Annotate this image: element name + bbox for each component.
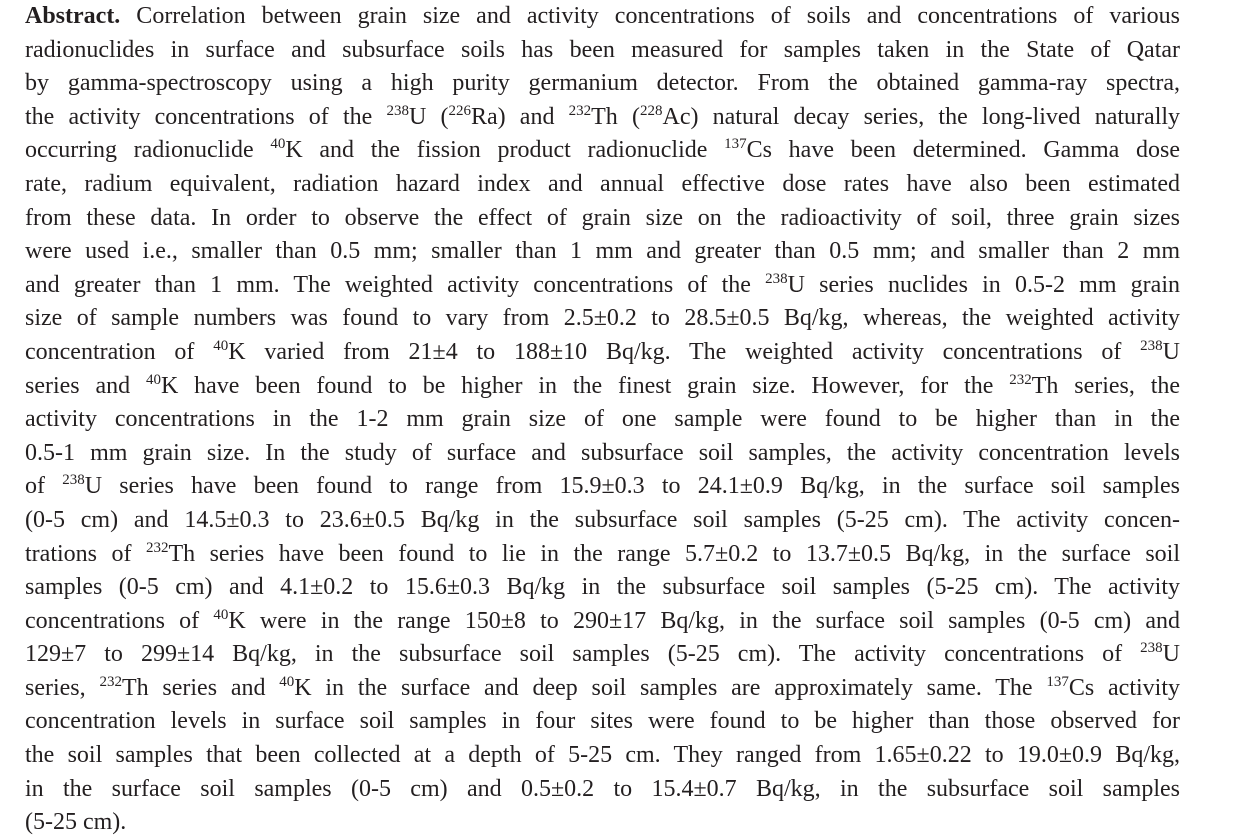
isotope-mass-superscript: 40 xyxy=(279,673,295,690)
text-line xyxy=(25,672,1180,706)
isotope-mass-superscript: 228 xyxy=(639,102,663,119)
abstract-heading: Abstract. xyxy=(25,3,121,29)
text-segment: were used i.e., smaller than 0.5 mm; smaller than 1 mm and greater than 0.5 mm; and smaller than 2 mm xyxy=(25,238,1180,265)
isotope-mass-superscript: 238 xyxy=(1140,337,1163,354)
text-segment: K have been found to be higher in the finest grain size. However, for the xyxy=(160,372,1010,399)
text-line xyxy=(25,336,1180,370)
text-segment: (5-25 cm). xyxy=(25,809,127,836)
text-segment: Ra) and xyxy=(470,103,569,130)
isotope-mass-superscript: 137 xyxy=(724,136,747,153)
isotope-mass-superscript: 238 xyxy=(62,472,85,489)
text-segment: 129±7 to 299±14 Bq/kg, in the subsurface soil samples (5-25 cm). The activity concentrations of xyxy=(25,641,1141,668)
text-line xyxy=(25,806,1180,840)
isotope-mass-superscript: 40 xyxy=(213,606,229,623)
text-segment: Th series, the xyxy=(1031,372,1181,399)
text-segment: samples (0-5 cm) and 4.1±0.2 to 15.6±0.3 Bq/kg in the subsurface soil samples (5-25 cm). The activity xyxy=(25,574,1180,601)
text-segment: concentration of xyxy=(25,338,214,365)
isotope-mass-superscript: 226 xyxy=(448,102,471,119)
isotope-mass-superscript: 232 xyxy=(1009,371,1032,388)
text-line xyxy=(25,168,1180,202)
isotope-mass-superscript: 40 xyxy=(213,337,229,354)
text-segment: size of sample numbers was found to vary from 2.5±0.2 to 28.5±0.5 Bq/kg, whereas, the weighted activity xyxy=(25,305,1180,332)
text-line xyxy=(25,269,1180,303)
text-line xyxy=(25,773,1180,807)
text-segment: Ac) natural decay series, the long-lived naturally xyxy=(662,103,1181,130)
text-line xyxy=(25,235,1180,269)
isotope-mass-superscript: 40 xyxy=(145,371,161,388)
text-segment: series and xyxy=(25,372,146,399)
text-line xyxy=(25,34,1180,68)
text-line xyxy=(25,302,1180,336)
text-segment: trations of xyxy=(25,540,146,567)
text-line xyxy=(25,101,1180,135)
text-segment: K in the surface and deep soil samples are approximately same. The xyxy=(294,674,1047,701)
text-line xyxy=(25,370,1180,404)
text-segment: in the surface soil samples (0-5 cm) and 0.5±0.2 to 15.4±0.7 Bq/kg, in the subsurface soil samples xyxy=(25,775,1180,802)
text-segment: Cs have been determined. Gamma dose xyxy=(746,137,1181,164)
text-segment: (0-5 cm) and 14.5±0.3 to 23.6±0.5 Bq/kg in the subsurface soil samples (5-25 cm). The activity concen- xyxy=(25,506,1180,533)
text-line xyxy=(25,134,1180,168)
text-segment: the soil samples that been collected at a depth of 5-25 cm. They ranged from 1.65±0.22 to 19.0±0.9 Bq/kg, xyxy=(25,742,1180,769)
isotope-mass-superscript: 40 xyxy=(270,136,286,153)
text-line xyxy=(25,202,1180,236)
text-line xyxy=(25,437,1180,471)
text-segment: U series nuclides in 0.5-2 mm grain xyxy=(787,271,1180,298)
text-line xyxy=(25,0,1180,34)
text-segment: K were in the range 150±8 to 290±17 Bq/kg, in the surface soil samples (0-5 cm) and xyxy=(228,607,1180,634)
text-segment: activity concentrations in the 1-2 mm grain size of one sample were found to be higher than in the xyxy=(25,406,1180,433)
text-segment: K and the fission product radionuclide xyxy=(285,137,725,164)
text-segment: the activity concentrations of the xyxy=(25,103,387,130)
text-segment: by gamma-spectroscopy using a high purity germanium detector. From the obtained gamma-ray spectra, xyxy=(25,70,1180,97)
abstract-paragraph xyxy=(25,0,1180,840)
text-segment: U xyxy=(1162,338,1180,365)
isotope-mass-superscript: 232 xyxy=(99,673,122,690)
text-segment: occurring radionuclide xyxy=(25,137,271,164)
isotope-mass-superscript: 238 xyxy=(386,102,409,119)
text-segment: U series have been found to range from 15.9±0.3 to 24.1±0.9 Bq/kg, in the surface soil samples xyxy=(84,473,1180,500)
text-segment: Correlation between grain size and activity concentrations of soils and concentrations of various xyxy=(120,3,1180,29)
text-segment: K varied from 21±4 to 188±10 Bq/kg. The weighted activity concentrations of xyxy=(228,338,1141,365)
text-line xyxy=(25,504,1180,538)
text-segment: radionuclides in surface and subsurface soils has been measured for samples taken in the State of Qatar xyxy=(25,36,1180,63)
text-segment: concentration levels in surface soil samples in four sites were found to be higher than those observed for xyxy=(25,708,1180,735)
text-line xyxy=(25,403,1180,437)
text-line xyxy=(25,571,1180,605)
text-line xyxy=(25,67,1180,101)
text-segment: U ( xyxy=(408,103,449,130)
text-segment: from these data. In order to observe the effect of grain size on the radioactivity of soil, three grain sizes xyxy=(25,204,1180,231)
isotope-mass-superscript: 232 xyxy=(145,539,169,556)
text-segment: and greater than 1 mm. The weighted activity concentrations of the xyxy=(25,271,766,298)
text-segment: Th series have been found to lie in the range 5.7±0.2 to 13.7±0.5 Bq/kg, in the surface soil xyxy=(168,540,1180,567)
text-segment: concentrations of xyxy=(25,607,214,634)
text-segment: Th series and xyxy=(121,674,280,701)
isotope-mass-superscript: 238 xyxy=(1140,640,1163,657)
text-segment: U xyxy=(1162,641,1180,668)
text-line xyxy=(25,638,1180,672)
isotope-mass-superscript: 137 xyxy=(1046,673,1069,690)
text-segment: rate, radium equivalent, radiation hazard index and annual effective dose rates have also been estimated xyxy=(25,170,1180,197)
isotope-mass-superscript: 238 xyxy=(765,270,788,287)
text-line xyxy=(25,739,1180,773)
text-line xyxy=(25,605,1180,639)
text-line xyxy=(25,538,1180,572)
text-segment: series, xyxy=(25,674,100,701)
isotope-mass-superscript: 232 xyxy=(568,102,592,119)
text-line xyxy=(25,470,1180,504)
text-segment: Th ( xyxy=(591,103,640,130)
text-segment: 0.5-1 mm grain size. In the study of surface and subsurface soil samples, the activity concentration levels xyxy=(25,439,1180,466)
text-segment: of xyxy=(25,473,63,500)
text-segment: Cs activity xyxy=(1068,674,1180,701)
text-line xyxy=(25,705,1180,739)
